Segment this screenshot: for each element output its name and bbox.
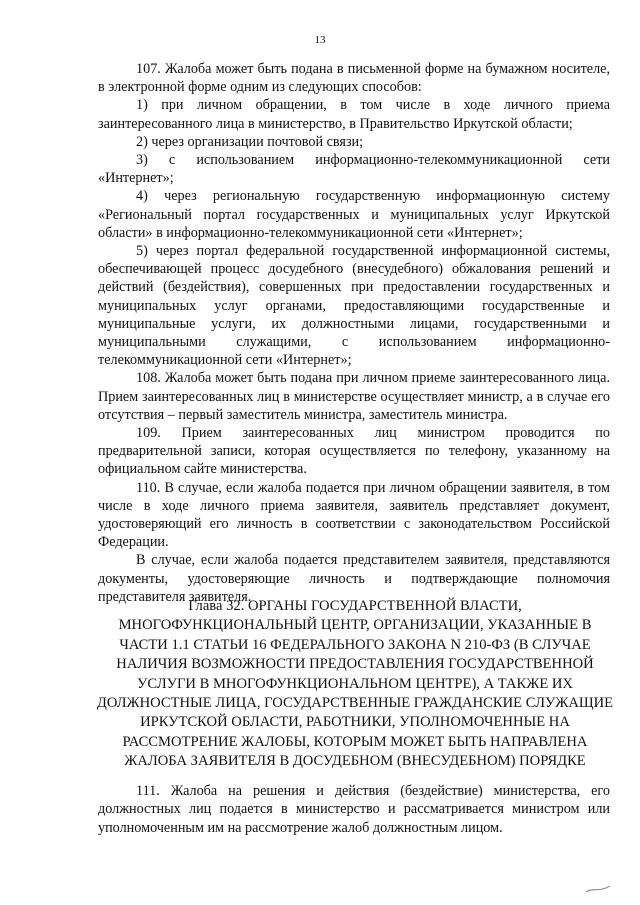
chapter-heading	[96, 597, 614, 772]
closing-text	[98, 782, 610, 837]
page-number: 13	[314, 34, 326, 46]
paragraph-107: 107. Жалоба может быть подана в письменной форме на бумажном носителе, в электронной форме одним из следующих способов:	[98, 61, 610, 96]
list-item-1: 1) при личном обращении, в том числе в ходе личного приема заинтересованного лица в министерство, в Правительство Иркутской области;	[98, 97, 610, 132]
scan-mark-icon	[584, 883, 612, 895]
paragraph-109: 109. Прием заинтересованных лиц министром проводится по предварительной записи, которая осуществляется по телефону, указанному на официальном сайте министерства.	[98, 425, 610, 478]
list-item-2: 2) через организации почтовой связи;	[136, 133, 364, 150]
paragraph-111: 111. Жалоба на решения и действия (бездействие) министерства, его должностных лиц подается в министерство и рассматривается министром или уполномоченным им на рассмотрение жалоб должностным лицом.	[98, 783, 610, 836]
chapter-heading-text: Глава 32. ОРГАНЫ ГОСУДАРСТВЕННОЙ ВЛАСТИ, МНОГОФУНКЦИОНАЛЬНЫЙ ЦЕНТР, ОРГАНИЗАЦИИ, УКАЗАННЫЕ В ЧАСТИ 1.1 СТАТЬИ 16 ФЕДЕРАЛЬНОГО ЗАКОНА N 210-ФЗ (В СЛУЧАЕ НАЛИЧИЯ ВОЗМОЖНОСТИ ПРЕДОСТАВЛЕНИЯ ГОСУДАРСТВЕННОЙ УСЛУГИ В МНОГОФУНКЦИОНАЛЬНОМ ЦЕНТРЕ), А ТАКЖЕ ИХ ДОЛЖНОСТНЫЕ ЛИЦА, ГОСУДАРСТВЕННЫЕ ГРАЖДАНСКИЕ СЛУЖАЩИЕ ИРКУТСКОЙ ОБЛАСТИ, РАБОТНИКИ, УПОЛНОМОЧЕННЫЕ НА РАССМОТРЕНИЕ ЖАЛОБЫ, КОТОРЫМ МОЖЕТ БЫТЬ НАПРАВЛЕНА ЖАЛОБА ЗАЯВИТЕЛЯ В ДОСУДЕБНОМ (ВНЕСУДЕБНОМ) ПОРЯДКЕ	[96, 598, 614, 770]
list-item-4: 4) через региональную государственную информационную систему «Региональный портал государственных и муниципальных услуг Иркутской области» в информационно-телекоммуникационной сети «Интернет»;	[98, 188, 610, 241]
paragraph-110: 110. В случае, если жалоба подается при личном обращении заявителя, в том числе в ходе личного приема заявителя, заявитель представляет документ, удостоверяющий его личность в соответствии с законодательством Российской Федерации.	[98, 479, 610, 551]
paragraph-representative: В случае, если жалоба подается представителем заявителя, представляются документы, удостоверяющие личность и подтверждающие полномочия представителя заявителя.	[98, 552, 610, 605]
list-item-3: 3) с использованием информационно-телекоммуникационной сети «Интернет»;	[98, 152, 610, 187]
paragraph-108: 108. Жалоба может быть подана при личном приеме заинтересованного лица. Прием заинтересованных лиц в министерстве осуществляет министр, а в случае его отсутствия – первый заместитель министра, заместитель министра.	[98, 370, 610, 423]
body-text	[98, 60, 610, 606]
list-item-5: 5) через портал федеральной государственной информационной системы, обеспечивающей процесс досудебного (внесудебного) обжалования решений и действий (бездействия), совершенных при предоставлении государственных и муниципальных услуг органами, предоставляющими государственные и муниципальные услуги, их должностными лицами, государственными и муниципальными служащими, с использованием информационно-телекоммуникационной сети «Интернет»;	[98, 243, 610, 369]
